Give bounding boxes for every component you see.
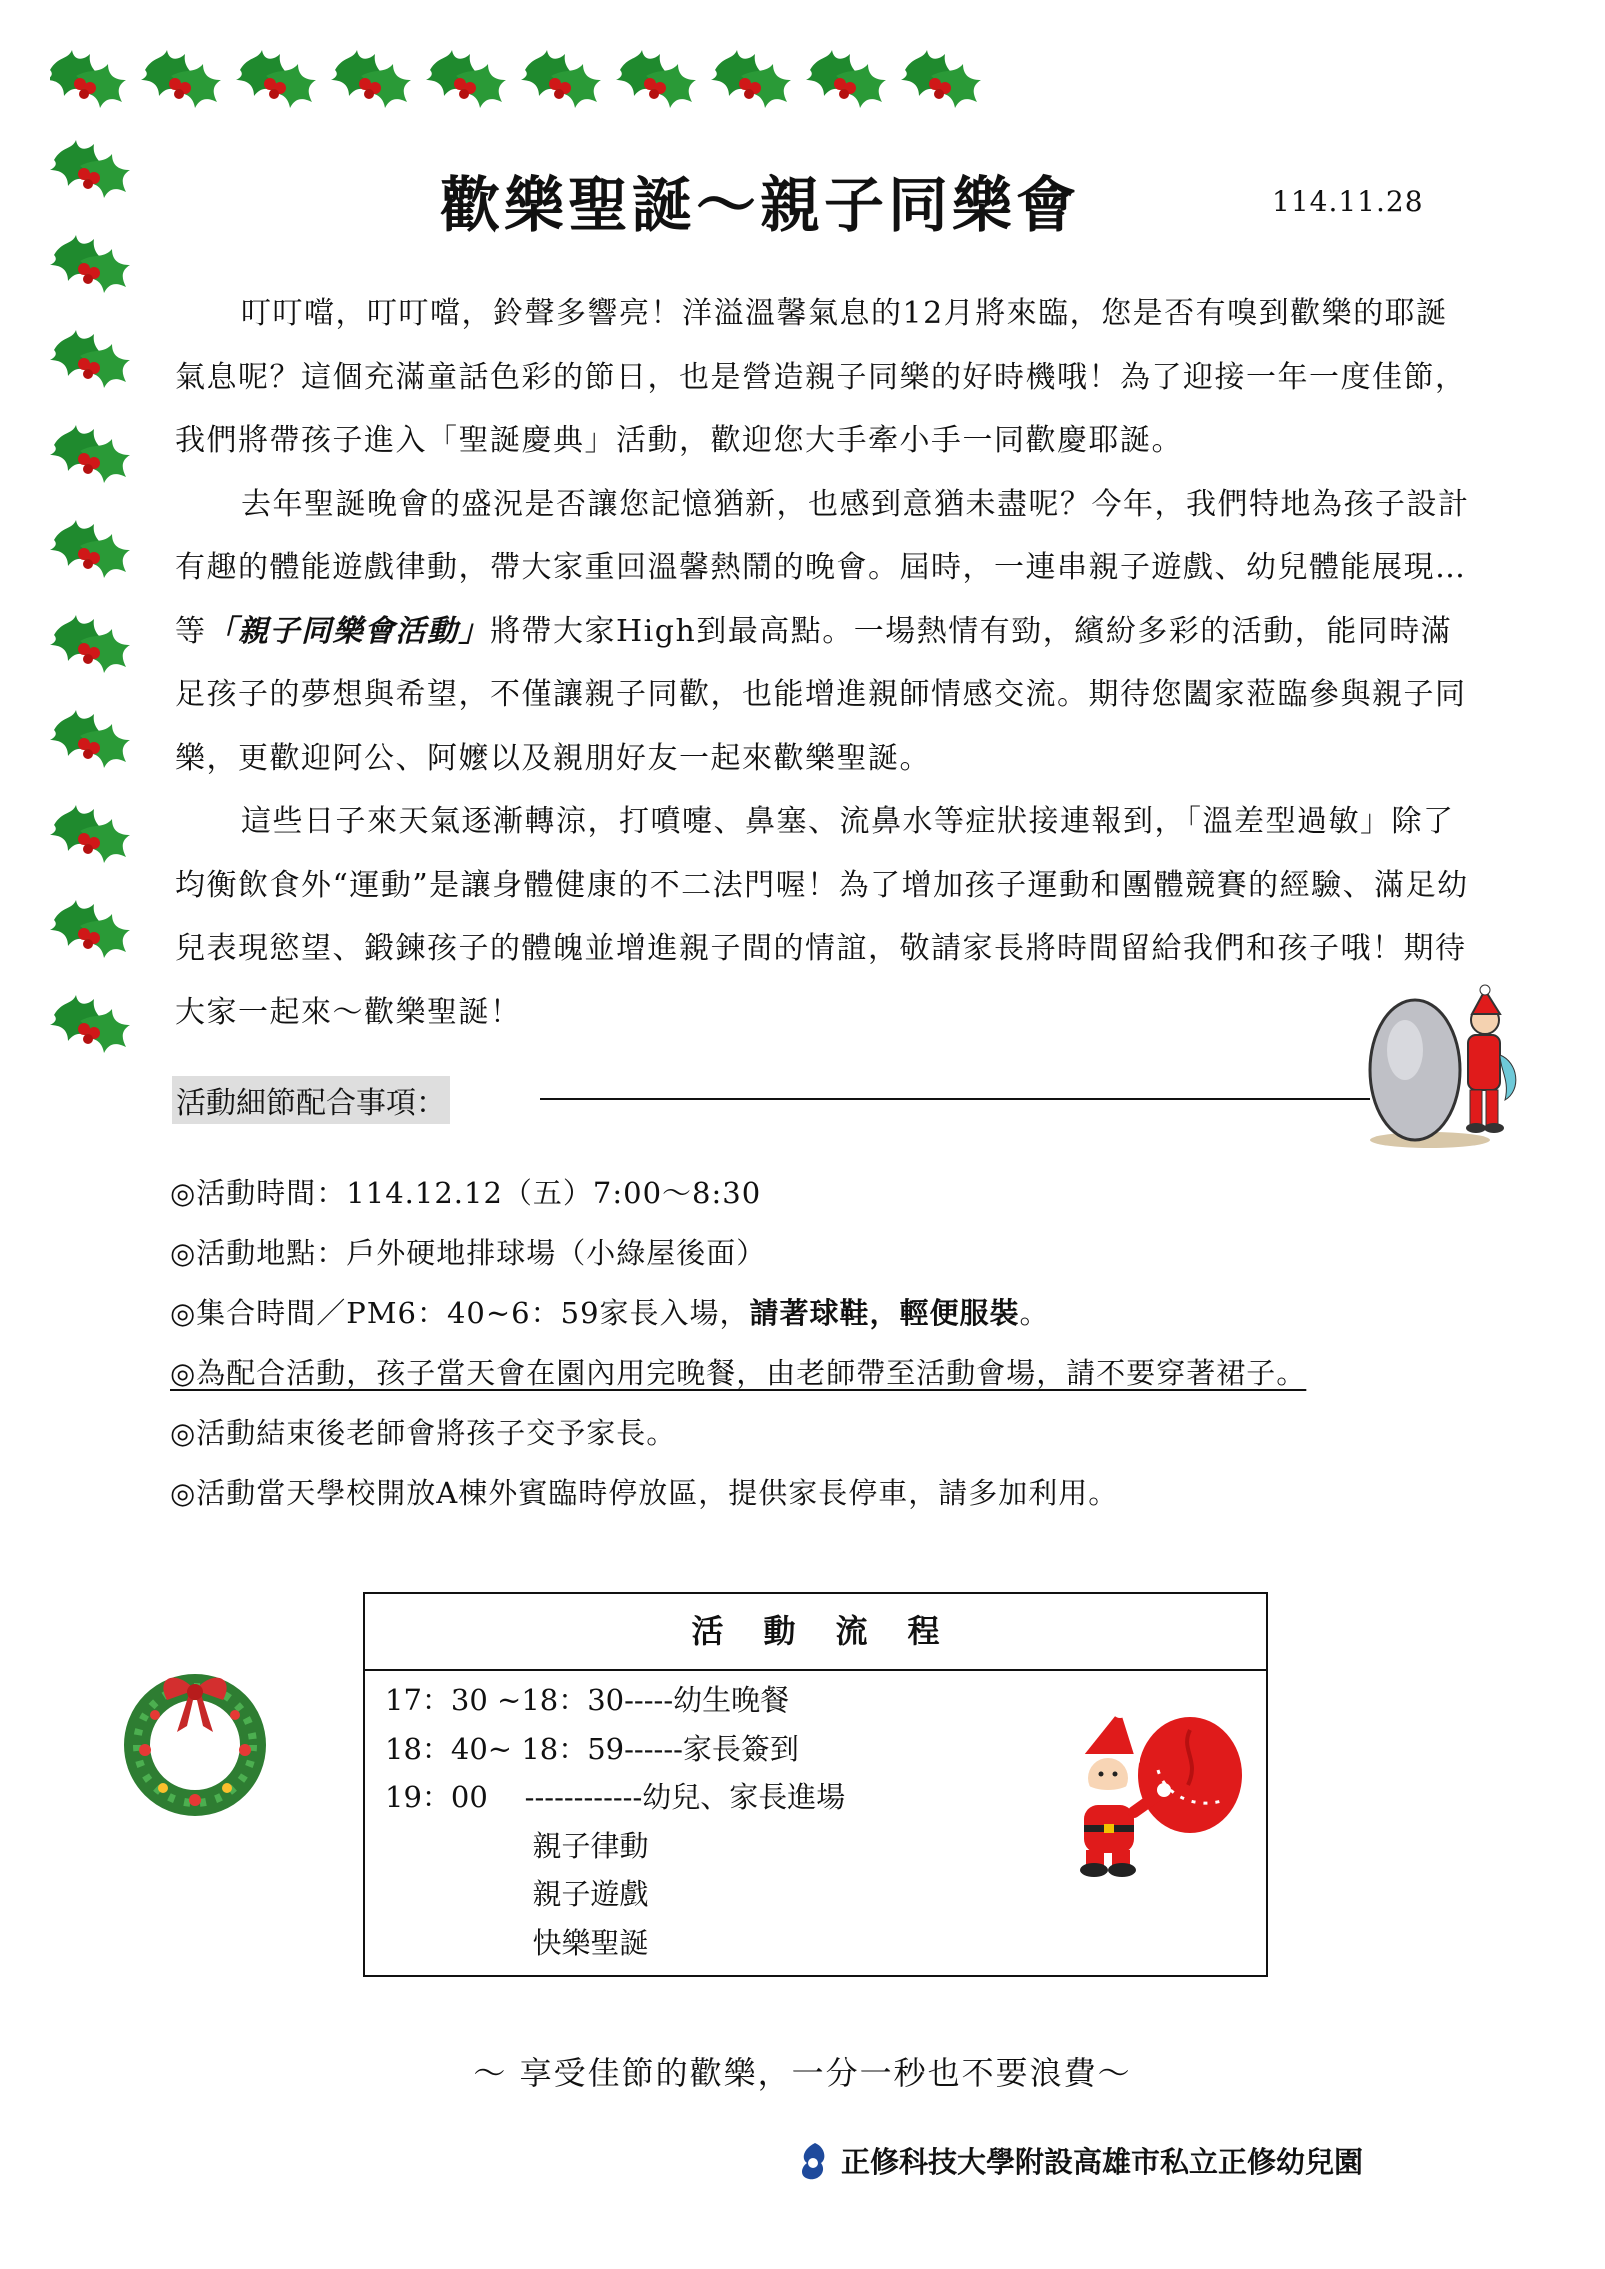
christmas-wreath-illustration (115, 1660, 275, 1820)
detail-item-pickup: ◎活動結束後老師會將孩子交予家長。 (170, 1416, 677, 1450)
schedule-row: 18：40~ 18：59------家長簽到 (385, 1731, 799, 1766)
activity-name-emphasis: 「親子同樂會活動」 (206, 613, 490, 649)
detail-item-parking: ◎活動當天學校開放A棟外賓臨時停放區，提供家長停車，請多加利用。 (170, 1476, 1119, 1510)
holly-border-left (50, 140, 130, 1120)
gathering-period: 。 (1019, 1296, 1050, 1330)
dress-code-emphasis: 請著球鞋，輕便服裝 (749, 1296, 1020, 1330)
detail-item-gathering (170, 1283, 1470, 1343)
schedule-row: 快樂聖誕 (385, 1925, 649, 1960)
section-divider (540, 1098, 1370, 1100)
intro-paragraph-2 (175, 473, 1475, 791)
schedule-heading-text: 活動流程 (691, 1612, 980, 1650)
school-signature (795, 2140, 1363, 2181)
intro-p2-text-b: 將帶大家High到最高點。一場熱情有勁，繽紛多彩的活動，能同時滿足孩子的夢想與希望，不僅讓親子同歡，也能增進親師情感交流。期待您闔家蒞臨參與親子同樂，更歡迎阿公、阿嬤以及親朋好友一起來歡樂聖誕。 (175, 613, 1467, 776)
schedule-rows (385, 1676, 845, 1967)
holly-border-top (50, 40, 1010, 120)
intro-paragraph-1: 叮叮噹，叮叮噹，鈴聲多響亮！洋溢溫馨氣息的12月將來臨，您是否有嗅到歡樂的耶誕氣息呢？這個充滿童話色彩的節日，也是營造親子同樂的好時機哦！為了迎接一年一度佳節，我們將帶孩子進入「聖誕慶典」活動，歡迎您大手牽小手一同歡慶耶誕。 (175, 296, 1467, 458)
details-section-label: 活動細節配合事項： (172, 1076, 450, 1124)
schedule-row: 親子律動 (385, 1828, 649, 1863)
gathering-text: ◎集合時間／PM6：40~6：59家長入場， (170, 1296, 750, 1330)
snowball-elf-illustration (1360, 980, 1520, 1150)
intro-text (175, 282, 1475, 1044)
schedule-row: 19：00 ------------幼兒、家長進場 (385, 1780, 846, 1814)
school-name: 正修科技大學附設高雄市私立正修幼兒園 (841, 2145, 1364, 2179)
detail-item-dinner-note: ◎為配合活動，孩子當天會在園內用完晚餐，由老師帶至活動會場，請不要穿著裙子。 (170, 1356, 1307, 1390)
santa-claus-illustration (1050, 1700, 1250, 1880)
page-title: 歡樂聖誕～親子同樂會 (440, 171, 1080, 241)
detail-item-time: ◎活動時間：114.12.12（五）7:00～8:30 (170, 1176, 762, 1210)
document-date: 114.11.28 (1272, 185, 1424, 218)
detail-item-location: ◎活動地點：戶外硬地排球場（小綠屋後面） (170, 1236, 767, 1270)
closing-slogan: ～ 享受佳節的歡樂，一分一秒也不要浪費～ (473, 2054, 1132, 2092)
intro-paragraph-3: 這些日子來天氣逐漸轉涼，打噴嚏、鼻塞、流鼻水等症狀接連報到，「溫差型過敏」除了均衡飲食外“運動”是讓身體健康的不二法門喔！為了增加孩子運動和團體競賽的經驗、滿足幼兒表現慾望、鍛鍊孩子的體魄並增進親子間的情誼，敬請家長將時間留給我們和孩子哦！期待大家一起來～歡樂聖誕！ (175, 804, 1469, 1030)
intro-p2-text-a: 去年聖誕晚會的盛況是否讓您記憶猶新，也感到意猶未盡呢？今年，我們特地為孩子設計有趣的體能遊戲律動，帶大家重回溫馨熱鬧的晚會。屆時，一連串親子遊戲、幼兒體能展現…等 (175, 486, 1470, 649)
schedule-heading (365, 1594, 1266, 1671)
schedule-row: 親子遊戲 (385, 1877, 649, 1911)
schedule-row: 17：30 ~18：30-----幼生晚餐 (385, 1683, 790, 1717)
school-logo-icon (795, 2141, 831, 2181)
details-list (170, 1163, 1470, 1523)
